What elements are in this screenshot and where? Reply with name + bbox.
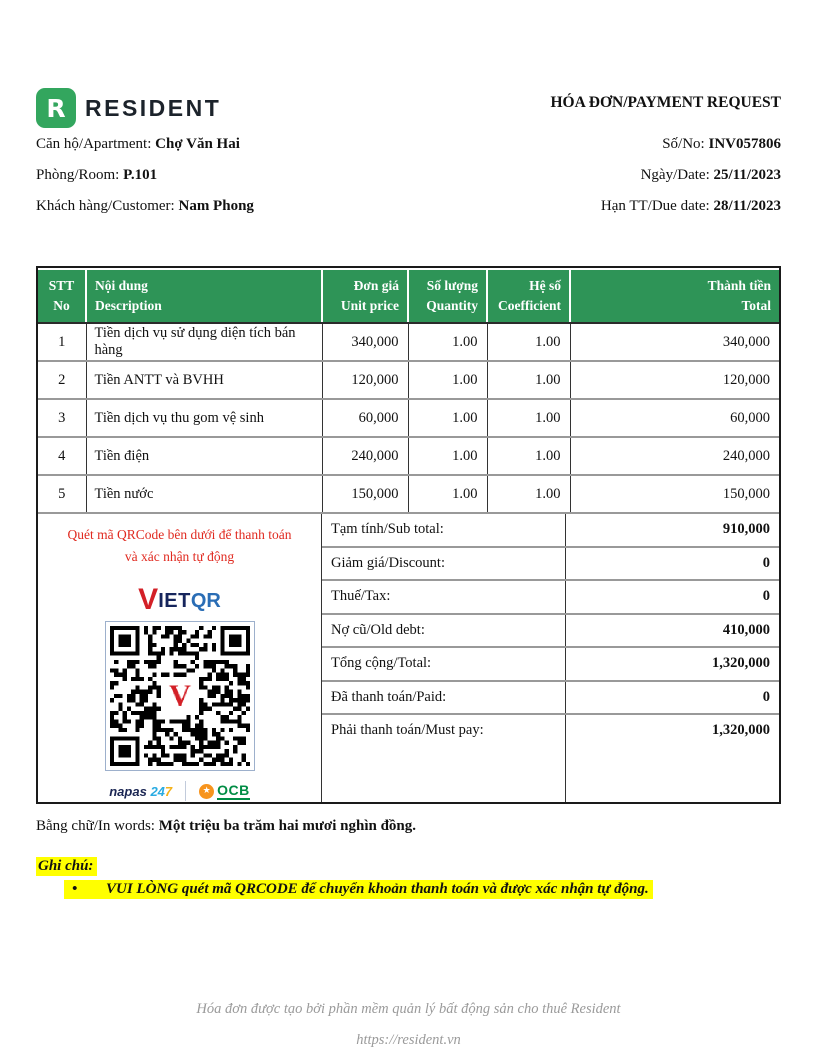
bullet-icon: • bbox=[72, 881, 78, 897]
amount-in-words bbox=[36, 818, 781, 835]
document-title: HÓA ĐƠN/PAYMENT REQUEST bbox=[550, 94, 781, 111]
resident-logo-icon bbox=[36, 88, 76, 128]
table-row bbox=[38, 437, 779, 475]
row-quantity: 1.00 bbox=[408, 475, 487, 512]
note-bullet-item bbox=[64, 881, 781, 898]
totals-value: 1,320,000 bbox=[712, 655, 770, 671]
in-words-label: Bằng chữ/In words: bbox=[36, 818, 155, 834]
table-row bbox=[38, 475, 779, 512]
invoice-number-label: Số/No: bbox=[662, 136, 705, 152]
row-unit-price: 150,000 bbox=[322, 475, 408, 512]
note-text: VUI LÒNG quét mã QRCODE để chuyển khoản thanh toán và được xác nhận tự động. bbox=[106, 881, 649, 897]
notes-title: Ghi chú: bbox=[36, 857, 97, 876]
apartment-line bbox=[36, 129, 254, 160]
row-no: 3 bbox=[38, 399, 86, 437]
row-unit-price: 340,000 bbox=[322, 323, 408, 361]
divider bbox=[185, 781, 186, 801]
apartment-value: Chợ Văn Hai bbox=[155, 136, 240, 152]
row-description: Tiền ANTT và BVHH bbox=[86, 361, 322, 399]
row-total: 150,000 bbox=[570, 475, 779, 512]
table-header-row bbox=[38, 269, 779, 323]
customer-label: Khách hàng/Customer: bbox=[36, 198, 175, 214]
totals-value: 0 bbox=[762, 688, 770, 705]
row-description: Tiền dịch vụ sử dụng diện tích bán hàng bbox=[86, 323, 322, 361]
row-unit-price: 60,000 bbox=[322, 399, 408, 437]
row-no: 5 bbox=[38, 475, 86, 512]
row-quantity: 1.00 bbox=[408, 323, 487, 361]
col-header-unit-price: Đơn giá Unit price bbox=[322, 269, 408, 323]
totals-label: Tạm tính/Sub total: bbox=[322, 514, 566, 546]
totals-label: Tổng cộng/Total: bbox=[322, 648, 566, 680]
row-quantity: 1.00 bbox=[408, 437, 487, 475]
invoice-number-value: INV057806 bbox=[708, 136, 781, 152]
totals-label: Nợ cũ/Old debt: bbox=[322, 615, 566, 647]
qr-totals-section bbox=[38, 512, 779, 802]
qr-panel bbox=[38, 514, 322, 802]
ocb-logo: ★ OCB bbox=[199, 783, 250, 800]
apartment-label: Căn hộ/Apartment: bbox=[36, 136, 152, 152]
row-unit-price: 240,000 bbox=[322, 437, 408, 475]
brand-logo bbox=[36, 88, 254, 128]
table-row bbox=[38, 361, 779, 399]
totals-row bbox=[322, 648, 779, 682]
totals-row bbox=[322, 514, 779, 548]
qr-code bbox=[105, 621, 255, 771]
footer-url: https://resident.vn bbox=[356, 1032, 461, 1049]
totals-value: 910,000 bbox=[722, 521, 770, 537]
qr-instruction: Quét mã QRCode bên dưới để thanh toán và xác nhận tự động bbox=[67, 527, 292, 564]
invoice-date-value: 25/11/2023 bbox=[713, 167, 781, 183]
row-total: 340,000 bbox=[570, 323, 779, 361]
invoice-header bbox=[36, 88, 781, 222]
vietqr-logo: VIETQR bbox=[138, 583, 221, 617]
totals-label: Đã thanh toán/Paid: bbox=[322, 682, 566, 714]
customer-line bbox=[36, 191, 254, 222]
due-date-label: Hạn TT/Due date: bbox=[600, 198, 710, 214]
row-total: 240,000 bbox=[570, 437, 779, 475]
row-description: Tiền dịch vụ thu gom vệ sinh bbox=[86, 399, 322, 437]
totals-row bbox=[322, 615, 779, 649]
row-coefficient: 1.00 bbox=[487, 437, 570, 475]
row-coefficient: 1.00 bbox=[487, 399, 570, 437]
col-header-total: Thành tiền Total bbox=[570, 269, 779, 323]
col-header-no: STT No bbox=[38, 269, 86, 323]
napas-logo: napas 247 bbox=[109, 783, 173, 799]
room-line bbox=[36, 160, 254, 191]
row-description: Tiền điện bbox=[86, 437, 322, 475]
row-total: 120,000 bbox=[570, 361, 779, 399]
row-description: Tiền nước bbox=[86, 475, 322, 512]
totals-row bbox=[322, 581, 779, 615]
row-coefficient: 1.00 bbox=[487, 323, 570, 361]
due-date-line bbox=[550, 191, 781, 222]
totals-row bbox=[322, 548, 779, 582]
in-words-value: Một triệu ba trăm hai mươi nghìn đồng. bbox=[158, 818, 417, 834]
header-left bbox=[36, 88, 254, 222]
totals-label: Giảm giá/Discount: bbox=[322, 548, 566, 580]
totals-label: Phải thanh toán/Must pay: bbox=[322, 715, 566, 802]
totals-row-must-pay bbox=[322, 715, 779, 802]
invoice-date-label: Ngày/Date: bbox=[640, 167, 710, 183]
notes-section bbox=[36, 858, 781, 898]
ocb-star-icon: ★ bbox=[199, 784, 214, 799]
col-header-coefficient: Hệ số Coefficient bbox=[487, 269, 570, 323]
totals-value: 1,320,000 bbox=[712, 722, 770, 738]
totals-table bbox=[322, 514, 779, 802]
col-header-quantity: Số lượng Quantity bbox=[408, 269, 487, 323]
qr-code-image bbox=[110, 626, 250, 766]
header-right bbox=[550, 88, 781, 222]
customer-value: Nam Phong bbox=[178, 198, 254, 214]
totals-value: 0 bbox=[762, 588, 770, 604]
totals-value: 0 bbox=[762, 554, 770, 571]
invoice-date-line bbox=[550, 160, 781, 191]
payment-brands bbox=[38, 781, 321, 801]
row-coefficient: 1.00 bbox=[487, 361, 570, 399]
room-label: Phòng/Room: bbox=[36, 167, 120, 183]
totals-row bbox=[322, 682, 779, 716]
row-coefficient: 1.00 bbox=[487, 475, 570, 512]
row-no: 4 bbox=[38, 437, 86, 475]
col-header-description: Nội dung Description bbox=[86, 269, 322, 323]
table-row bbox=[38, 399, 779, 437]
due-date-value: 28/11/2023 bbox=[713, 198, 781, 214]
row-total: 60,000 bbox=[570, 399, 779, 437]
totals-label: Thuế/Tax: bbox=[322, 581, 566, 613]
totals-value: 410,000 bbox=[722, 621, 770, 638]
line-items-table bbox=[38, 268, 779, 512]
invoice-number-line bbox=[550, 129, 781, 160]
room-value: P.101 bbox=[123, 167, 158, 183]
svg-text:R: R bbox=[46, 94, 66, 123]
brand-name: RESIDENT bbox=[85, 94, 222, 121]
row-no: 2 bbox=[38, 361, 86, 399]
page-footer bbox=[36, 994, 781, 1056]
table-row bbox=[38, 323, 779, 361]
row-no: 1 bbox=[58, 333, 66, 350]
invoice-box bbox=[36, 266, 781, 804]
row-quantity: 1.00 bbox=[408, 399, 487, 437]
row-unit-price: 120,000 bbox=[322, 361, 408, 399]
row-quantity: 1.00 bbox=[408, 361, 487, 399]
footer-generated-by: Hóa đơn được tạo bởi phần mềm quản lý bất động sản cho thuê Resident bbox=[196, 1001, 621, 1017]
